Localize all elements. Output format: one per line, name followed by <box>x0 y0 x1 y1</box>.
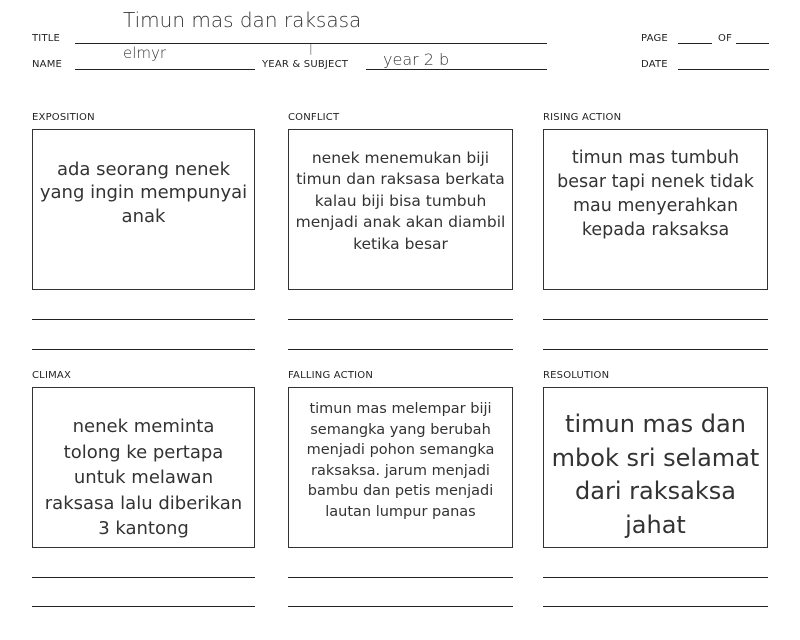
name-value: elmyr <box>123 44 167 62</box>
text-cursor: | <box>309 42 313 55</box>
resolution-line-2[interactable] <box>543 606 768 607</box>
of-label: OF <box>718 33 733 44</box>
rising-action-label: RISING ACTION <box>543 112 622 123</box>
falling-action-line-2[interactable] <box>288 606 513 607</box>
falling-action-box[interactable]: timun mas melempar biji semangka yang berubah menjadi pohon semangka raksaksa. jarum menjadi bambu dan petis menjadi lautan lumpur panas <box>288 387 513 548</box>
climax-box[interactable]: nenek meminta tolong ke pertapa untuk melawan raksasa lalu diberikan 3 kantong <box>32 387 255 548</box>
exposition-label: EXPOSITION <box>32 112 95 123</box>
page-label: PAGE <box>641 33 668 44</box>
date-field[interactable] <box>678 69 769 70</box>
exposition-line-2[interactable] <box>32 349 255 350</box>
conflict-line-1[interactable] <box>288 319 513 320</box>
year-subject-field[interactable] <box>366 69 547 70</box>
exposition-box[interactable]: ada seorang nenek yang ingin mempunyai anak <box>32 129 255 290</box>
rising-action-line-1[interactable] <box>543 319 768 320</box>
falling-action-line-1[interactable] <box>288 577 513 578</box>
name-field[interactable] <box>75 69 255 70</box>
title-value: Timun mas dan raksasa <box>123 8 362 32</box>
resolution-line-1[interactable] <box>543 577 768 578</box>
title-label: TITLE <box>32 33 61 44</box>
name-label: NAME <box>32 59 63 70</box>
exposition-line-1[interactable] <box>32 319 255 320</box>
page-total-field[interactable] <box>736 43 769 44</box>
page-field[interactable] <box>678 43 712 44</box>
climax-label: CLIMAX <box>32 370 72 381</box>
year-subject-label: YEAR & SUBJECT <box>262 59 349 70</box>
climax-line-1[interactable] <box>32 577 255 578</box>
rising-action-line-2[interactable] <box>543 349 768 350</box>
conflict-label: CONFLICT <box>288 112 340 123</box>
rising-action-box[interactable]: timun mas tumbuh besar tapi nenek tidak mau menyerahkan kepada raksaksa <box>543 129 768 290</box>
resolution-label: RESOLUTION <box>543 370 610 381</box>
year-subject-value: year 2 b <box>383 50 450 69</box>
date-label: DATE <box>641 59 668 70</box>
conflict-line-2[interactable] <box>288 349 513 350</box>
falling-action-label: FALLING ACTION <box>288 370 374 381</box>
conflict-box[interactable]: nenek menemukan biji timun dan raksasa berkata kalau biji bisa tumbuh menjadi anak akan diambil ketika besar <box>288 129 513 290</box>
resolution-box[interactable]: timun mas dan mbok sri selamat dari raksaksa jahat <box>543 387 768 548</box>
climax-line-2[interactable] <box>32 606 255 607</box>
